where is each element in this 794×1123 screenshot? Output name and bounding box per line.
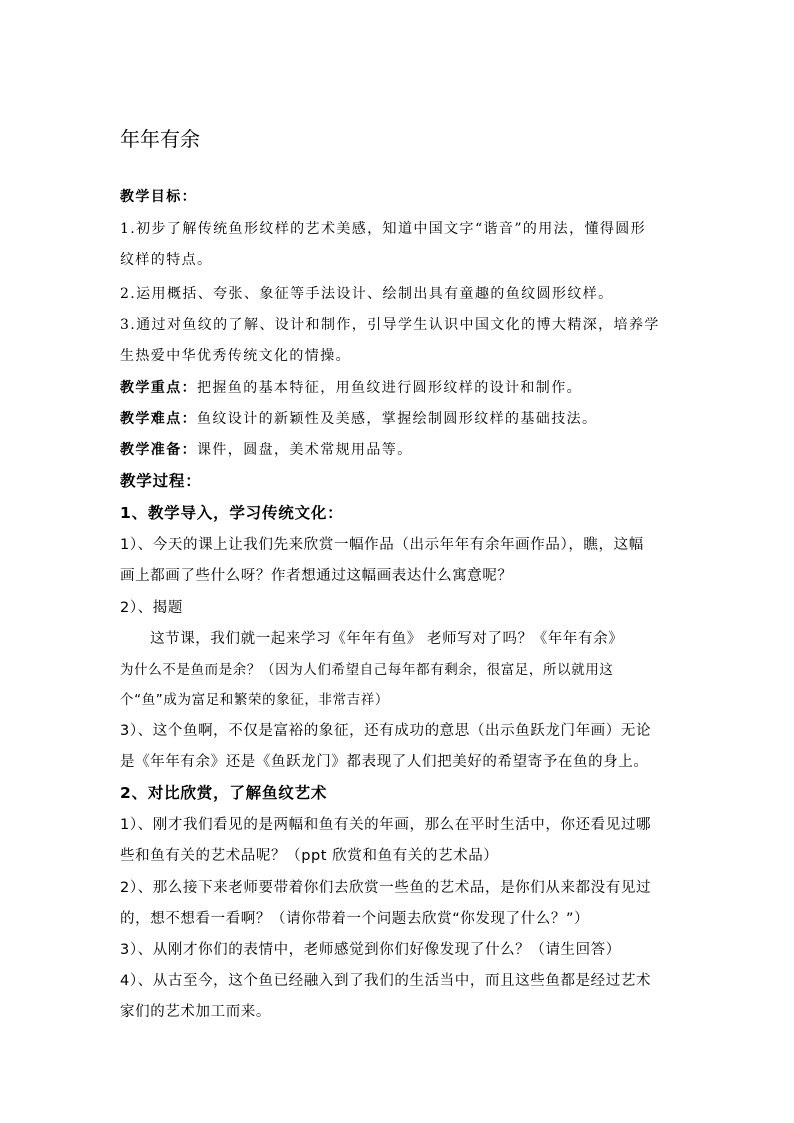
preparation-text: 课件，圆盘，美术常规用品等。: [197, 442, 413, 458]
document-title: 年年有余: [120, 127, 200, 151]
paragraph-2-heading: 2）、揭题: [120, 600, 183, 616]
difficult-points: [120, 408, 597, 428]
paragraph-3-line-2: 是《年年有余》还是《鱼跃龙门》都表现了人们把美好的希望寄予在鱼的身上。: [120, 754, 649, 770]
objective-1-line-2: 纹样的特点。: [120, 252, 213, 268]
section-2-heading: 2、对比欣赏，了解鱼纹艺术: [120, 784, 328, 802]
paragraph-2-line-1: 这节课，我们就一起来学习《年年有鱼》 老师写对了吗？《年年有余》: [150, 631, 624, 647]
key-points-label: 教学重点：: [120, 380, 197, 396]
paragraph-2-line-3: 个“鱼”成为富足和繁荣的象征，非常吉祥）: [120, 692, 389, 708]
paragraph-4-line-1: 1）、刚才我们看见的是两幅和鱼有关的年画，那么在平时生活中，你还看见过哪: [120, 817, 652, 833]
key-points-text: 把握鱼的基本特征，用鱼纹进行圆形纹样的设计和制作。: [197, 380, 582, 396]
objective-1-line-1: 1.初步了解传统鱼形纹样的艺术美感，知道中国文字“谐音”的用法，懂得圆形: [120, 221, 647, 237]
objective-3-line-2: 生热爱中华优秀传统文化的情操。: [120, 348, 351, 364]
difficult-points-label: 教学难点：: [120, 411, 197, 427]
paragraph-1-line-2: 画上都画了些什么呀？作者想通过这幅画表达什么寓意呢？: [120, 568, 513, 584]
paragraph-5-line-2: 的，想不想看一看啊？（请你带着一个问题去欣赏“你发现了什么？”）: [120, 911, 590, 927]
paragraph-6: 3）、从刚才你们的表情中，老师感觉到你们好像发现了什么？（请生回答）: [120, 942, 621, 958]
paragraph-7-line-2: 家们的艺术加工而来。: [120, 1004, 271, 1020]
process-heading: 教学过程：: [120, 472, 202, 490]
key-points: [120, 377, 582, 397]
section-1-heading: 1、教学导入，学习传统文化：: [120, 504, 344, 522]
preparation-label: 教学准备：: [120, 442, 197, 458]
objective-3-line-1: 3.通过对鱼纹的了解、设计和制作，引导学生认识中国文化的博大精深，培养学: [120, 317, 660, 333]
preparation: [120, 439, 413, 459]
paragraph-4-line-2: 些和鱼有关的艺术品呢？（ppt 欣赏和鱼有关的艺术品）: [120, 848, 499, 864]
paragraph-2-line-2: 为什么不是鱼而是余？（因为人们希望自己每年都有剩余，很富足，所以就用这: [120, 662, 614, 678]
paragraph-3-line-1: 3）、这个鱼啊，不仅是富裕的象征，还有成功的意思（出示鱼跃龙门年画）无论: [120, 723, 652, 739]
objectives-heading: [120, 186, 197, 206]
paragraph-1-line-1: 1）、今天的课上让我们先来欣赏一幅作品（出示年年有余年画作品），瞧，这幅: [120, 537, 644, 553]
difficult-points-text: 鱼纹设计的新颖性及美感，掌握绘制圆形纹样的基础技法。: [197, 411, 598, 427]
paragraph-5-line-1: 2）、那么接下来老师要带着你们去欣赏一些鱼的艺术品，是你们从来都没有见过: [120, 880, 652, 896]
paragraph-7-line-1: 4）、从古至今，这个鱼已经融入到了我们的生活当中，而且这些鱼都是经过艺术: [120, 973, 652, 989]
objective-2: 2.运用概括、夸张、象征等手法设计、绘制出具有童趣的鱼纹圆形纹样。: [120, 286, 614, 302]
objectives-label: 教学目标：: [120, 189, 197, 205]
